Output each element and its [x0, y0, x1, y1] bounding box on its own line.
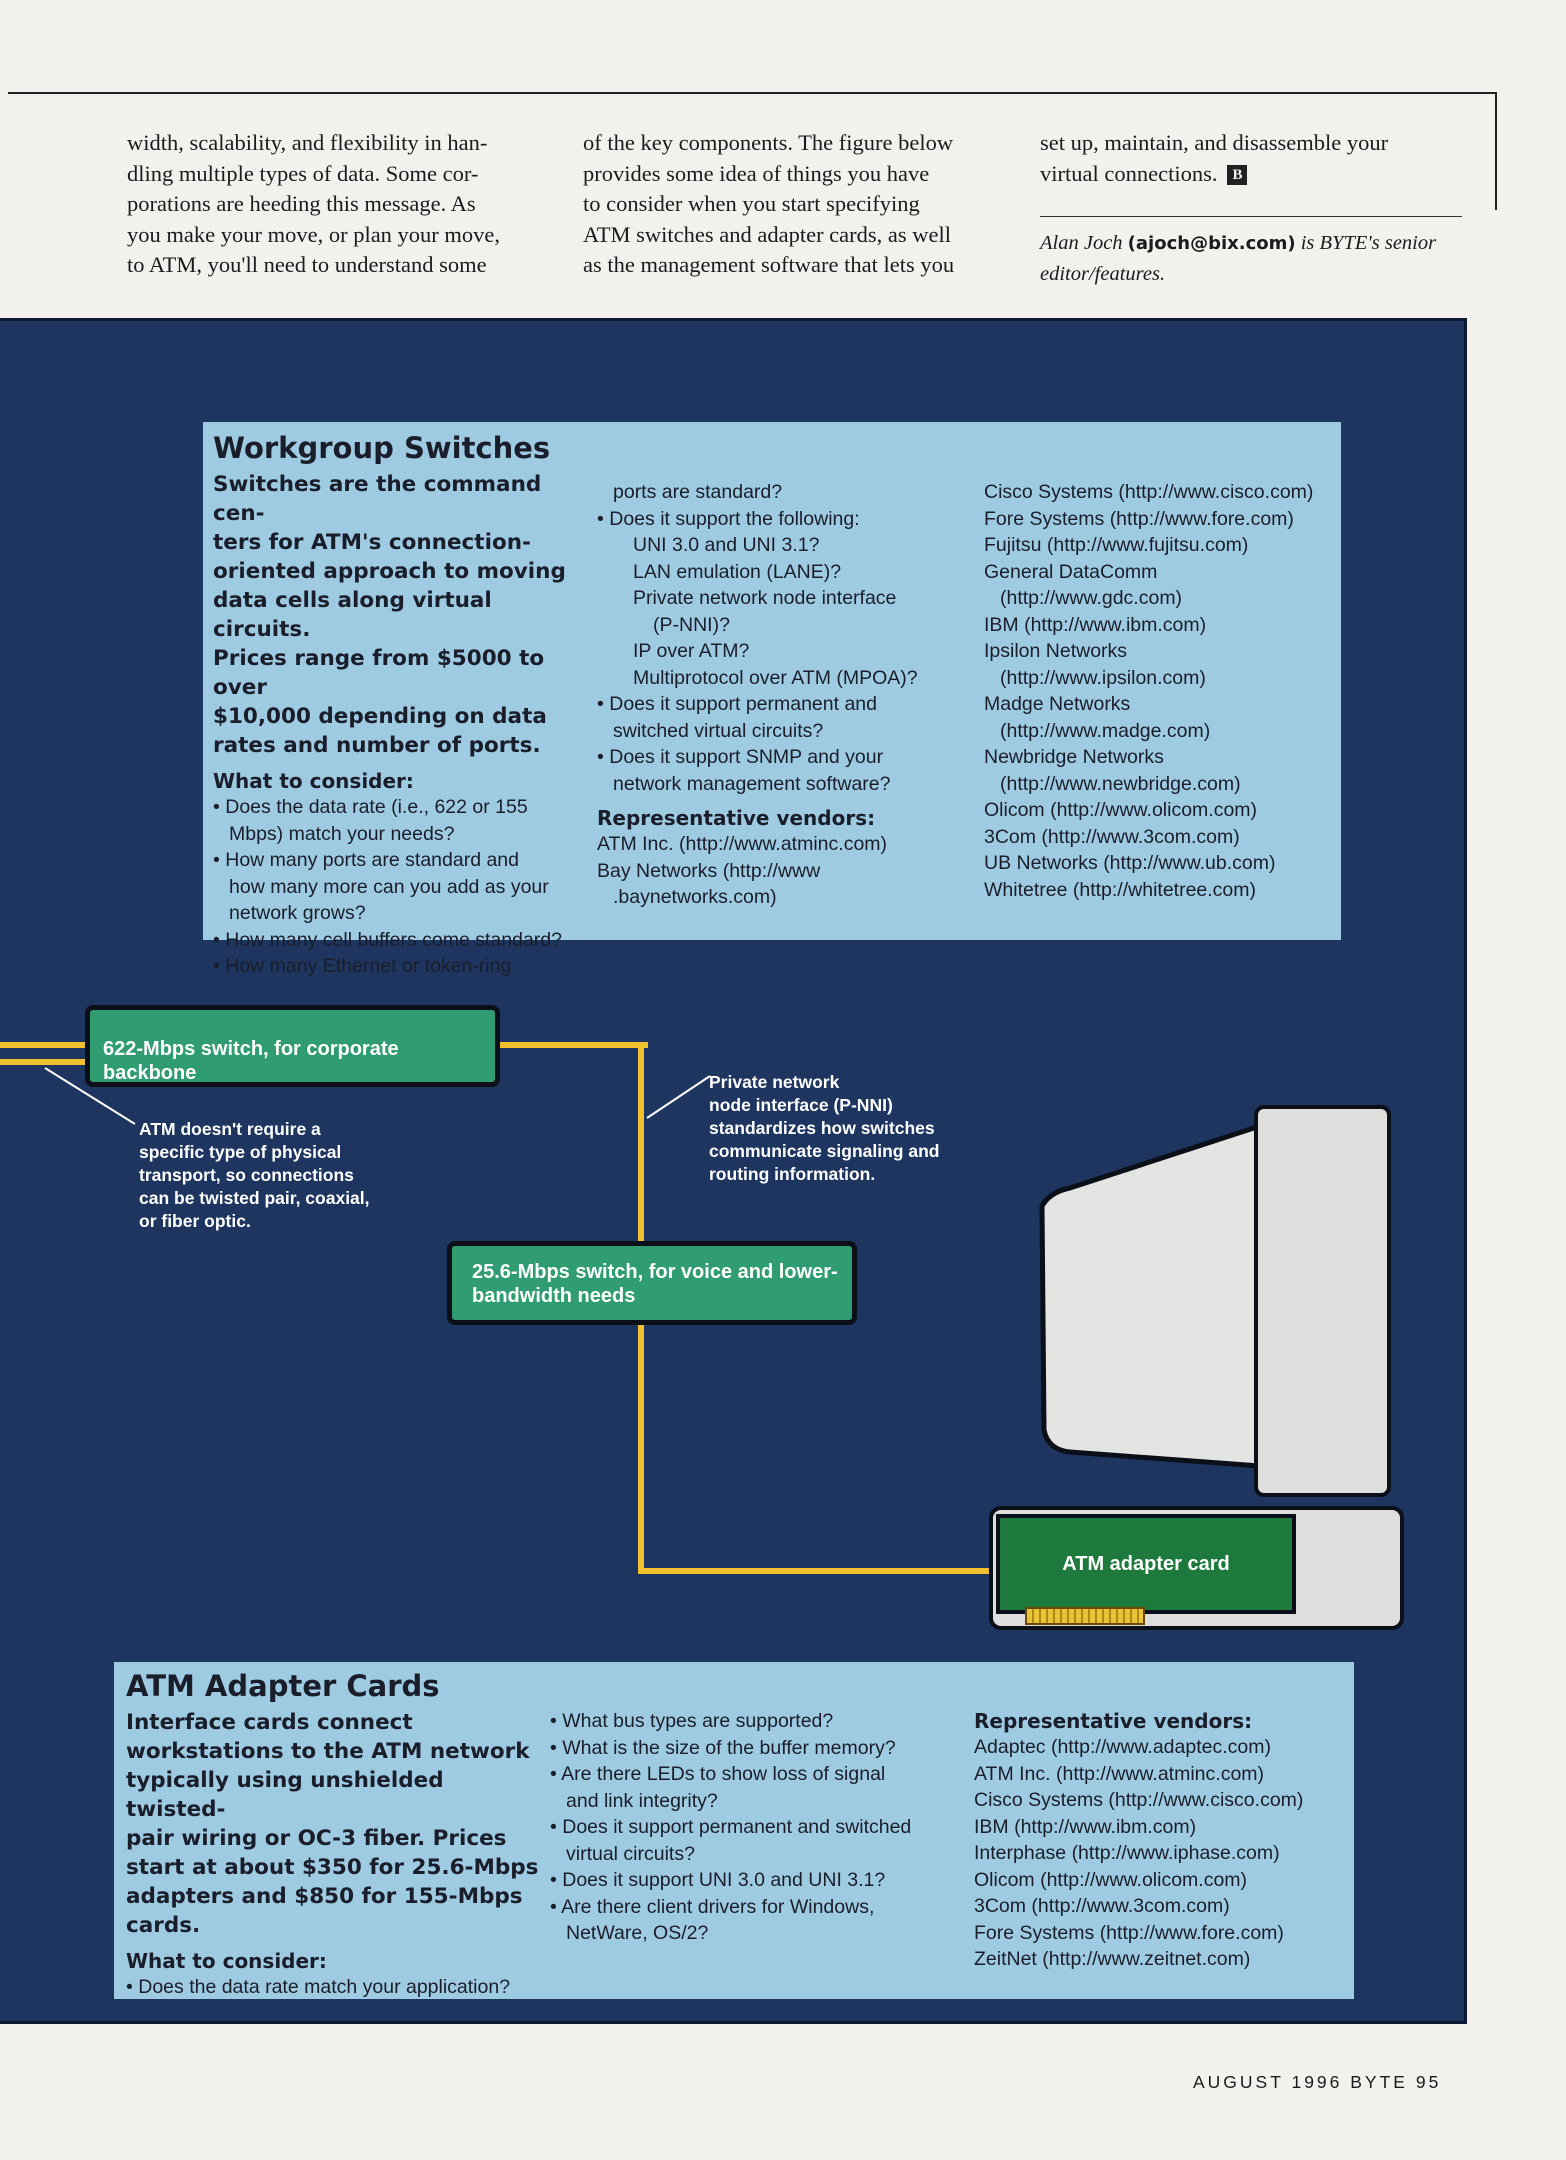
text-line: Fore Systems (http://www.fore.com): [984, 507, 1294, 530]
list-item: • How many Ethernet or token-ring: [213, 953, 593, 980]
text-line: 3Com (http://www.3com.com): [984, 825, 1240, 848]
text-line: IBM (http://www.ibm.com): [974, 1815, 1197, 1838]
callout-line-pnni: [647, 1076, 710, 1118]
text-line: UNI 3.0 and UNI 3.1?: [633, 534, 820, 556]
text-line: LAN emulation (LANE)?: [633, 560, 842, 583]
list-item: • Are there LEDs to show loss of signal: [550, 1761, 950, 1788]
text-line: General DataComm: [984, 560, 1158, 583]
text-line: Cisco Systems (http://www.cisco.com): [984, 481, 1314, 503]
text-line: Multiprotocol over ATM (MPOA)?: [633, 666, 918, 689]
adapter-vendor-list: [974, 1734, 1344, 1973]
text-line: Interface cards connect: [126, 1710, 413, 1735]
text-line: provides some idea of things you have: [583, 160, 930, 186]
text-line: Bay Networks (http://www: [597, 859, 821, 882]
text-line: Switches are the command cen-: [213, 472, 542, 526]
author-email: (ajoch@bix.com): [1127, 233, 1296, 254]
text-line: or fiber optic.: [139, 1211, 251, 1231]
text-line: Olicom (http://www.olicom.com): [984, 799, 1258, 821]
list-item: • Does the data rate (i.e., 622 or 155: [213, 794, 593, 821]
text-line: specific type of physical: [139, 1142, 342, 1162]
text-line: Private network node interface: [633, 587, 897, 609]
text-line: rates and number of ports.: [213, 733, 541, 758]
text-line: switched virtual circuits?: [613, 719, 824, 742]
text-line: (P-NNI)?: [653, 613, 730, 636]
text-line: porations are heeding this message. As: [127, 191, 476, 216]
text-line: 3Com (http://www.3com.com): [974, 1895, 1230, 1917]
text-line: you make your move, or plan your move,: [127, 221, 501, 247]
text-line: workstations to the ATM network: [126, 1739, 530, 1764]
text-line: how many more can you add as your: [229, 875, 549, 898]
text-line: Adaptec (http://www.adaptec.com): [974, 1736, 1271, 1758]
text-line: ters for ATM's connection-: [213, 530, 531, 555]
text-line: (http://www.newbridge.com): [1000, 772, 1241, 795]
text-line: Prices range from $5000 to over: [213, 646, 545, 700]
switch-25-label: 25.6-Mbps switch, for voice and lower-: [472, 1261, 838, 1283]
list-item: • Does it support SNMP and your: [597, 744, 937, 771]
text-line: pair wiring or OC-3 fiber. Prices: [126, 1826, 507, 1851]
text-line: UB Networks (http://www.ub.com): [984, 852, 1276, 874]
list-item: • What is the size of the buffer memory?: [550, 1735, 950, 1762]
end-mark: B: [1227, 165, 1247, 185]
text-line: Ipsilon Networks: [984, 640, 1128, 662]
monitor-shell: [1042, 1126, 1260, 1466]
text-line: can be twisted pair, coaxial,: [139, 1188, 370, 1208]
list-item: • What bus types are supported?: [550, 1708, 950, 1735]
adapter-consider-list: [126, 1974, 546, 2001]
list-item: • Are there client drivers for Windows,: [550, 1894, 950, 1921]
text-line: ports are standard?: [613, 481, 783, 503]
text-line: .baynetworks.com): [613, 886, 777, 908]
text-line: adapters and $850 for 155-Mbps: [126, 1884, 523, 1909]
switch-622: [85, 1005, 500, 1087]
text-line: Cisco Systems (http://www.cisco.com): [974, 1789, 1304, 1811]
list-item: • Does it support permanent and switched: [550, 1814, 950, 1841]
author-name: Alan Joch: [1040, 232, 1123, 254]
list-item: • Does the data rate match your application?: [126, 1974, 546, 2001]
text-line: IBM (http://www.ibm.com): [984, 613, 1207, 636]
card-connector: [1025, 1607, 1145, 1625]
switch-25-label-cont: bandwidth needs: [472, 1285, 636, 1307]
text-line: network grows?: [229, 902, 366, 924]
workgroup-consider-heading: What to consider:: [213, 769, 414, 793]
list-item: • Does it support the following:: [597, 506, 937, 533]
text-line: Private network: [709, 1072, 840, 1092]
callout-transport: [139, 1118, 419, 1233]
list-item: • How many ports are standard and: [213, 847, 593, 874]
text-line: and link integrity?: [566, 1789, 718, 1812]
text-line: standardizes how switches: [709, 1118, 935, 1138]
text-line: Whitetree (http://whitetree.com): [984, 878, 1257, 901]
switch-622-label: 622-Mbps switch, for corporate backbone: [103, 1038, 399, 1084]
list-item: • Does it support UNI 3.0 and UNI 3.1?: [550, 1867, 950, 1894]
adapter-intro: [126, 1708, 546, 1940]
workgroup-vendors-heading: Representative vendors:: [597, 806, 876, 830]
callout-pnni: [709, 1071, 1009, 1186]
text-line: ZeitNet (http://www.zeitnet.com): [974, 1948, 1251, 1970]
author-role: is BYTE's senior: [1300, 232, 1437, 254]
text-line: Fujitsu (http://www.fujitsu.com): [984, 534, 1249, 556]
text-line: data cells along virtual circuits.: [213, 588, 492, 642]
text-line: transport, so connections: [139, 1165, 354, 1185]
text-line: Mbps) match your needs?: [229, 822, 455, 845]
adapter-vendors-heading: Representative vendors:: [974, 1709, 1253, 1733]
text-line: $10,000 depending on data: [213, 704, 547, 729]
workgroup-title: Workgroup Switches: [213, 431, 551, 465]
text-line: dling multiple types of data. Some cor-: [127, 160, 479, 186]
switch-25: [447, 1241, 857, 1325]
text-line: set up, maintain, and disassemble your: [1040, 130, 1389, 155]
text-line: (http://www.gdc.com): [1000, 587, 1183, 609]
text-line: Interphase (http://www.iphase.com): [974, 1842, 1280, 1864]
adapter-consider-list-2: [550, 1708, 950, 1947]
text-line: of the key components. The figure below: [583, 130, 954, 155]
text-line: communicate signaling and: [709, 1141, 940, 1161]
text-line: (http://www.madge.com): [1000, 719, 1211, 742]
text-line: virtual circuits?: [566, 1842, 695, 1865]
text-line: IP over ATM?: [633, 640, 750, 662]
text-line: to ATM, you'll need to understand some: [127, 252, 487, 277]
text-line: as the management software that lets you: [583, 252, 955, 277]
text-line: Newbridge Networks: [984, 746, 1164, 768]
text-line: routing information.: [709, 1164, 876, 1184]
text-line: Madge Networks: [984, 693, 1131, 715]
text-line: Olicom (http://www.olicom.com): [974, 1868, 1248, 1891]
page-footer: AUGUST 1996 BYTE 95: [1193, 2072, 1442, 2092]
adapter-card-label: ATM adapter card: [1062, 1553, 1230, 1575]
text-line-end: virtual connections.: [1040, 160, 1218, 186]
list-item: • Does it support permanent and: [597, 691, 937, 718]
text-line: network management software?: [613, 772, 891, 795]
text-line: NetWare, OS/2?: [566, 1922, 709, 1944]
adapter-cards-box: [114, 1662, 1354, 1999]
text-line: start at about $350 for 25.6-Mbps: [126, 1855, 539, 1880]
monitor-screen-side: [1254, 1105, 1391, 1497]
text-line: ATM doesn't require a: [139, 1119, 321, 1139]
list-item: • How many cell buffers come standard?: [213, 927, 593, 954]
text-line: oriented approach to moving: [213, 559, 566, 584]
author-role-cont: editor/features.: [1040, 263, 1166, 285]
text-line: Fore Systems (http://www.fore.com): [974, 1921, 1284, 1944]
text-line: ATM switches and adapter cards, as well: [583, 221, 952, 247]
text-line: cards.: [126, 1913, 201, 1938]
adapter-title: ATM Adapter Cards: [126, 1669, 440, 1703]
text-line: node interface (P-NNI): [709, 1095, 893, 1115]
adapter-consider-heading: What to consider:: [126, 1949, 327, 1973]
text-line: to consider when you start specifying: [583, 191, 920, 216]
text-line: typically using unshielded twisted-: [126, 1768, 444, 1822]
text-line: (http://www.ipsilon.com): [1000, 666, 1206, 689]
text-line: ATM Inc. (http://www.atminc.com): [974, 1762, 1265, 1785]
text-line: ATM Inc. (http://www.atminc.com): [597, 833, 888, 855]
adapter-card: [996, 1514, 1296, 1614]
text-line: width, scalability, and flexibility in han-: [127, 130, 488, 155]
